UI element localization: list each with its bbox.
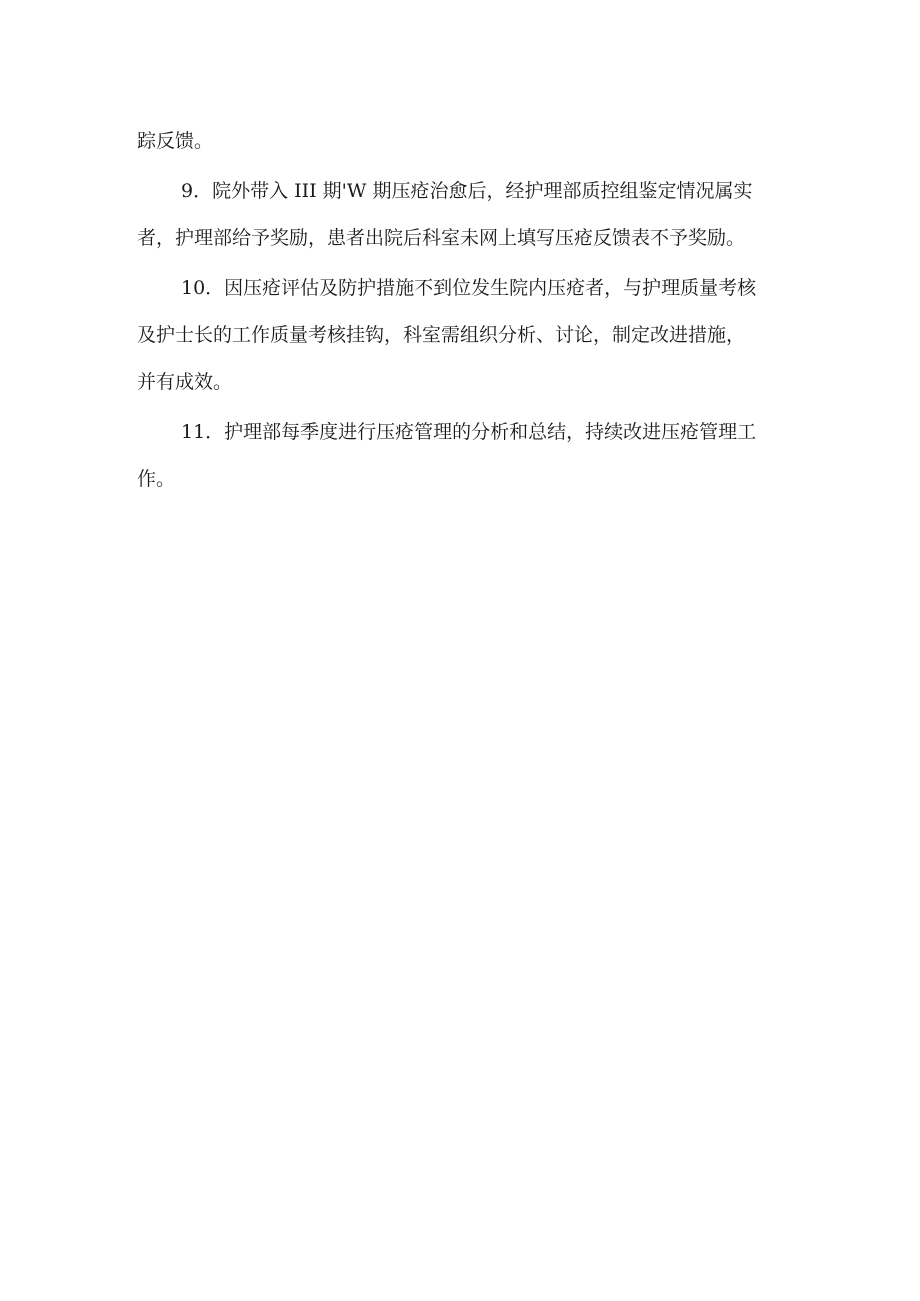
text-line: 踪反馈。 <box>137 130 214 152</box>
text-line: 9．院外带入 III 期'W 期压疮治愈后，经护理部质控组鉴定情况属实 <box>181 180 753 202</box>
paragraph-9 <box>137 168 787 262</box>
text-line: 11．护理部每季度进行压疮管理的分析和总结，持续改进压疮管理工 <box>181 421 757 443</box>
text-line: 者，护理部给予奖励，患者出院后科室未网上填写压疮反馈表不予奖励。 <box>137 227 746 249</box>
text-line: 并有成效。 <box>137 371 233 393</box>
document-body <box>137 118 787 503</box>
paragraph-11 <box>137 409 787 503</box>
paragraph-8-continuation <box>137 118 787 165</box>
text-line: 及护士长的工作质量考核挂钩，科室需组织分析、讨论，制定改进措施， <box>137 324 746 346</box>
paragraph-10 <box>137 265 787 406</box>
text-line: 作。 <box>137 468 176 490</box>
text-line: 10．因压疮评估及防护措施不到位发生院内压疮者，与护理质量考核 <box>181 277 757 299</box>
